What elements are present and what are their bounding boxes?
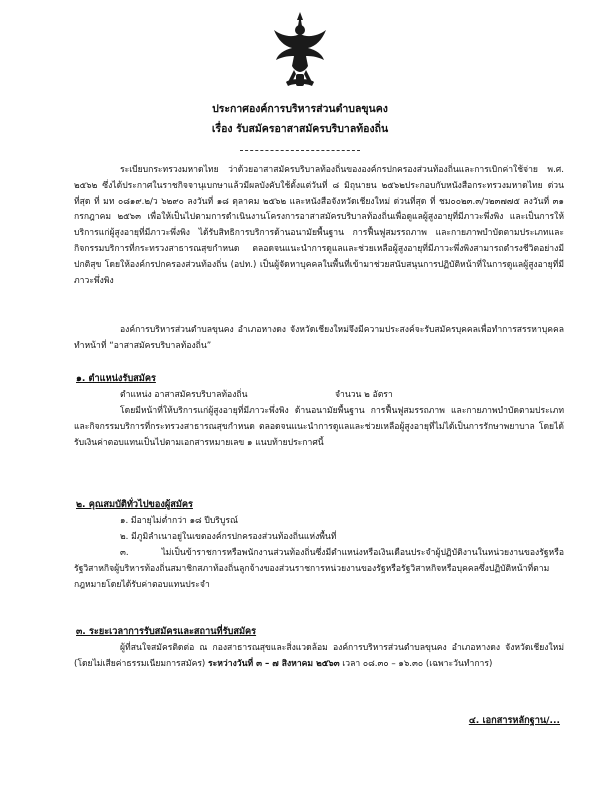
section-3-heading: ๓. ระยะเวลาการรับสมัครและสถานที่รับสมัคร: [76, 626, 257, 637]
announcement-title: ประกาศองค์การบริหารส่วนตำบลขุนคง: [212, 103, 388, 115]
duties-text: โดยมีหน้าที่ให้บริการแก่ผู้สูงอายุที่มีภาวะพึ่งพิง ด้านอนามัยพื้นฐาน การฟื้นฟูสมรรถภาพ และกายภาพบำบัดตามประเภทและกิจกรรมบริการที่กระทรวงสาธารณสุขกำหนด ตลอดจนแนะนำการดูแลและช่วยเหลือผู้สูงอายุที่ไม่ได้เป็นการรักษาพยาบาล โดยได้รับเงินค่าตอบแทนเป็นไปตามเอกสารหมายเลข ๑ แนบท้ายประกาศนี้: [74, 406, 564, 448]
duties-paragraph: [74, 404, 564, 451]
intro-text: ระเบียบกระทรวงมหาดไทย ว่าด้วยอาสาสมัครบริบาลท้องถิ่นขององค์กรปกครองส่วนท้องถิ่นและการเบิกค่าใช้จ่าย พ.ศ. ๒๕๖๒ ซึ่งได้ประกาศในราชกิจจานุเบกษาแล้วมีผลบังคับใช้ตั้งแต่วันที่ ๘ มิถุนายน ๒๕๖๒ประกอบกับหนังสือกระทรวงมหาดไทย ด่วนที่สุด ที่ มท ๐๘๑๙.๒/ว ๖๒๙๐ ลงวันที่ ๑๘ ตุลาคม ๒๕๖๒ และหนังสือจังหวัดเชียงใหม่ ด่วนที่สุด ที่ ชม๐๐๒๓.๓/ว๒๓๗๗๕ ลงวันที่ ๓๑ กรกฎาคม ๒๕๖๓ เพื่อให้เป็นไปตามการดำเนินงานโครงการอาสาสมัครบริบาลท้องถิ่นเพื่อดูแลผู้สูงอายุที่มีภาวะพึ่งพิง และเป็นการให้บริการแก่ผู้สูงอายุที่มีภาวะพึ่งพิง ได้รับสิทธิการบริการด้านอนามัยพื้นฐาน การฟื้นฟูสมรรถภาพ และกายภาพบำบัดตามประเภทและกิจกรรมบริการที่กระทรวงสาธารณสุขกำหนด ตลอดจนแนะนำการดูแลและช่วยเหลือผู้สูงอายุที่มีภาวะพึ่งพิงสามารถดำรงชีวิตอย่างมีปกติสุข โดยให้องค์กรปกครองส่วนท้องถิ่น (อปท.) เป็นผู้จัดหาบุคคลในพื้นที่เข้ามาช่วยสนับสนุนการปฏิบัติหน้าที่ในการดูแลผู้สูงอายุที่มีภาวะพึ่งพิง: [74, 165, 564, 286]
intro-text-2: องค์การบริหารส่วนตำบลขุนคง อำเภอหางดง จังหวัดเชียงใหม่จึงมีความประสงค์จะรับสมัครบุคคลเพื่อทำการสรรหาบุคคลทำหน้าที่ “อาสาสมัครบริบาลท้องถิ่น”: [74, 325, 564, 351]
qualification-1: ๑. มีอายุไม่ต่ำกว่า ๑๘ ปีบริบูรณ์: [120, 516, 238, 526]
application-paragraph: [74, 641, 564, 673]
intro-paragraph-2: [74, 323, 564, 355]
garuda-emblem-icon: [270, 10, 330, 96]
intro-paragraph: [74, 163, 564, 289]
application-text-c: เวลา ๐๘.๓๐ – ๑๖.๓๐ (เฉพาะวันทำการ): [339, 658, 493, 669]
position-count: จำนวน ๒ อัตรา: [335, 390, 393, 400]
continued-marker: ๔. เอกสารหลักฐาน/...: [468, 715, 560, 726]
qualification-2: ๒. มีภูมิลำเนาอยู่ในเขตองค์กรปกครองส่วนท้องถิ่นแห่งพื้นที่: [120, 532, 337, 542]
position-name: ตำแหน่ง อาสาสมัครบริบาลท้องถิ่น: [120, 390, 248, 400]
qualification-3: [74, 546, 564, 593]
announcement-subject: เรื่อง รับสมัครอาสาสมัครบริบาลท้องถิ่น: [211, 123, 389, 135]
title-divider: [240, 150, 360, 151]
section-2-heading: ๒. คุณสมบัติทั่วไปของผู้สมัคร: [76, 499, 193, 510]
qualification-3-text: ๓. ไม่เป็นข้าราชการหรือพนักงานส่วนท้องถิ่นซึ่งมีตำแหน่งหรือเงินเดือนประจำผู้ปฏิบัติงานในหน่วยงานของรัฐหรือรัฐวิสาหกิจผู้บริหารท้องถิ่นสมาชิกสภาท้องถิ่นลูกจ้างของส่วนราชการหน่วยงานของรัฐหรือรัฐวิสาหกิจหรือบุคคลซึ่งปฏิบัติหน้าที่ตามกฎหมายโดยได้รับค่าตอบแทนประจำ: [74, 548, 564, 590]
application-period: ระหว่างวันที่ ๓ – ๗ สิงหาคม ๒๕๖๓: [208, 658, 340, 669]
application-text-a: ผู้ที่สนใจสมัครติดต่อ ณ กองสาธารณสุขและสิ่งแวดล้อม องค์การบริหารส่วนตำบลขุนคง อำเภอหางดง จังหวัดเชียงใหม่ (โดยไม่เสียค่าธรรมเนียมการสมัคร): [74, 643, 564, 669]
section-1-heading: ๑. ตำแหน่งรับสมัคร: [76, 373, 156, 384]
